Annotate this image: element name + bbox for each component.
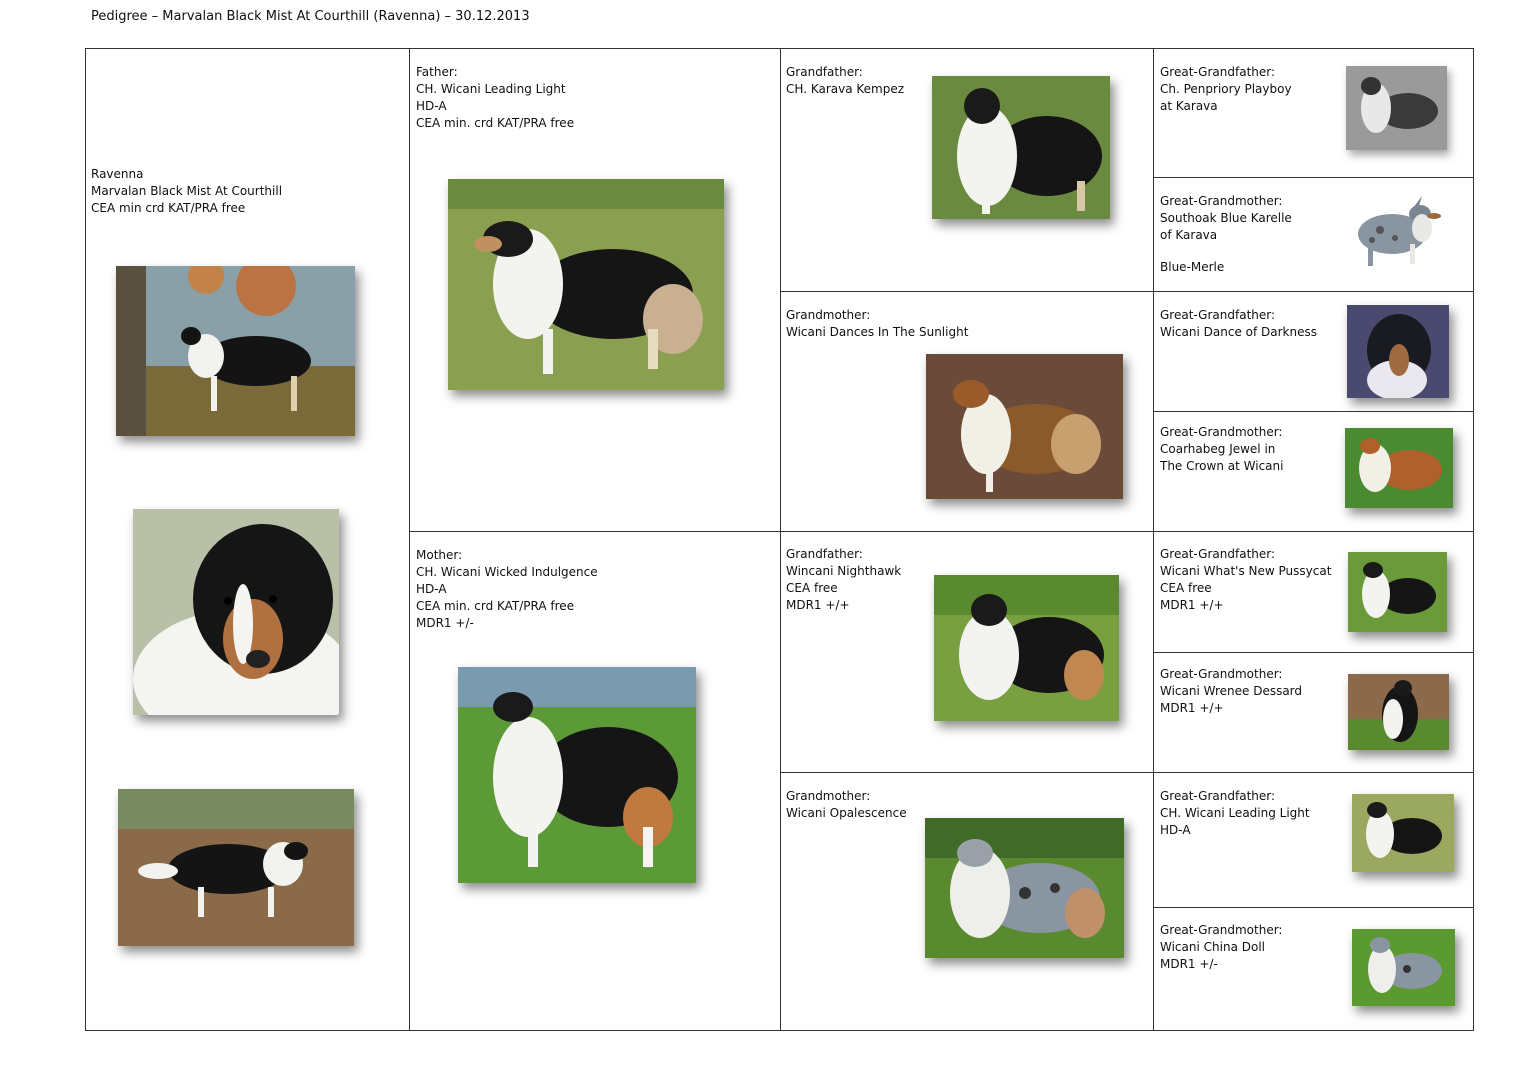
- grandparent-info: [786, 547, 901, 615]
- collie-photo-opalescence: [925, 818, 1124, 958]
- collie-photo-jewel-in-the-crown: [1345, 428, 1453, 508]
- column-divider: [409, 49, 410, 1030]
- great-grandparent-label: Great-Grandfather:: [1160, 308, 1276, 322]
- great-grandparent-name: CH. Wicani Leading Light: [1160, 806, 1310, 820]
- grandparent-name: Wicani Opalescence: [786, 806, 907, 820]
- grandparent-label: Grandfather:: [786, 65, 863, 79]
- great-grandparent-mdr1: MDR1 +/-: [1160, 957, 1218, 971]
- great-grandparent-label: Great-Grandmother:: [1160, 923, 1283, 937]
- collie-photo-dances-in-the-sunlight: [926, 354, 1123, 499]
- collie-photo-penpriory-playboy: [1346, 66, 1447, 150]
- great-grandparent-name: Wicani China Doll: [1160, 940, 1265, 954]
- great-grandparent-name: Wicani Wrenee Dessard: [1160, 684, 1303, 698]
- column-divider: [1153, 49, 1154, 1030]
- grandparent-info: [786, 788, 907, 822]
- mother-mdr1: MDR1 +/-: [416, 616, 474, 630]
- great-grandparent-label: Great-Grandfather:: [1160, 789, 1276, 803]
- page-title: Pedigree – Marvalan Black Mist At Courthill (Ravenna) – 30.12.2013: [91, 9, 530, 24]
- great-grandparent-name-cont: at Karava: [1160, 99, 1218, 113]
- great-grandparent-name: Coarhabeg Jewel in: [1160, 442, 1276, 456]
- grandparent-label: Grandmother:: [786, 308, 871, 322]
- great-grandparent-color: Blue-Merle: [1160, 260, 1225, 274]
- great-grandparent-label: Great-Grandmother:: [1160, 667, 1283, 681]
- grandparent-name: CH. Karava Kempez: [786, 82, 905, 96]
- collie-photo-whats-new-pussycat: [1348, 552, 1447, 632]
- collie-photo-leading-light: [1352, 794, 1454, 872]
- collie-photo-china-doll: [1352, 929, 1455, 1006]
- father-name: CH. Wicani Leading Light: [416, 82, 566, 96]
- grandparent-cea: CEA free: [786, 581, 838, 595]
- mother-info: [416, 547, 598, 632]
- collie-photo-karava-kempez: [932, 76, 1110, 219]
- row-divider: [780, 291, 1473, 292]
- grandparent-info: [786, 307, 968, 341]
- great-grandparent-info: [1160, 64, 1292, 115]
- collie-photo-show-ring: [458, 667, 696, 883]
- great-grandparent-label: Great-Grandmother:: [1160, 425, 1283, 439]
- collie-headshot-photo: [133, 509, 339, 715]
- great-grandparent-cea: CEA free: [1160, 581, 1212, 595]
- great-grandparent-info: [1160, 667, 1302, 718]
- collie-photo-wrenee-dessard: [1348, 674, 1449, 750]
- great-grandparent-name: Southoak Blue Karelle: [1160, 211, 1292, 225]
- great-grandparent-hd: HD-A: [1160, 823, 1191, 837]
- grandparent-name: Wincani Nighthawk: [786, 564, 902, 578]
- subject-registered-name: Marvalan Black Mist At Courthill: [91, 184, 283, 198]
- great-grandparent-name: Wicani What's New Pussycat: [1160, 564, 1332, 578]
- subject-call-name: Ravenna: [91, 167, 144, 181]
- great-grandparent-mdr1: MDR1 +/+: [1160, 598, 1224, 612]
- father-cea: CEA min. crd KAT/PRA free: [416, 116, 575, 130]
- grandparent-mdr1: MDR1 +/+: [786, 598, 850, 612]
- row-divider: [409, 531, 1473, 532]
- row-divider: [1153, 177, 1473, 178]
- row-divider: [780, 772, 1473, 773]
- great-grandparent-info: [1160, 425, 1283, 476]
- grandparent-info: [786, 64, 904, 98]
- grandparent-label: Grandmother:: [786, 789, 871, 803]
- grandparent-label: Grandfather:: [786, 547, 863, 561]
- great-grandparent-name-cont: The Crown at Wicani: [1160, 459, 1284, 473]
- column-divider: [780, 49, 781, 1030]
- mother-cea: CEA min. crd KAT/PRA free: [416, 599, 575, 613]
- mother-name: CH. Wicani Wicked Indulgence: [416, 565, 598, 579]
- blue-merle-collie-silhouette-icon: [1350, 192, 1442, 270]
- father-hd: HD-A: [416, 99, 447, 113]
- great-grandparent-name-cont: of Karava: [1160, 228, 1218, 242]
- great-grandparent-info: [1160, 547, 1331, 615]
- collie-photo-walking-leaves: [118, 789, 354, 946]
- great-grandparent-name: Ch. Penpriory Playboy: [1160, 82, 1292, 96]
- great-grandparent-label: Great-Grandfather:: [1160, 65, 1276, 79]
- father-info: [416, 64, 574, 132]
- grandparent-name: Wicani Dances In The Sunlight: [786, 325, 969, 339]
- great-grandparent-info: [1160, 788, 1310, 839]
- collie-photo-nighthawk: [934, 575, 1119, 721]
- row-divider: [1153, 907, 1473, 908]
- collie-photo-autumn-tree: [116, 266, 355, 436]
- great-grandparent-mdr1: MDR1 +/+: [1160, 701, 1224, 715]
- great-grandparent-info: [1160, 307, 1317, 341]
- spacer: [1160, 244, 1292, 259]
- great-grandparent-info: [1160, 923, 1282, 974]
- father-label: Father:: [416, 65, 458, 79]
- great-grandparent-label: Great-Grandfather:: [1160, 547, 1276, 561]
- great-grandparent-info: [1160, 193, 1292, 276]
- subject-health: CEA min crd KAT/PRA free: [91, 201, 246, 215]
- great-grandparent-name: Wicani Dance of Darkness: [1160, 325, 1317, 339]
- row-divider: [1153, 411, 1473, 412]
- subject-info: [91, 167, 282, 218]
- great-grandparent-label: Great-Grandmother:: [1160, 194, 1283, 208]
- collie-photo-standing-grass: [448, 179, 724, 390]
- row-divider: [1153, 652, 1473, 653]
- collie-photo-dance-of-darkness: [1347, 305, 1449, 398]
- mother-hd: HD-A: [416, 582, 447, 596]
- mother-label: Mother:: [416, 548, 463, 562]
